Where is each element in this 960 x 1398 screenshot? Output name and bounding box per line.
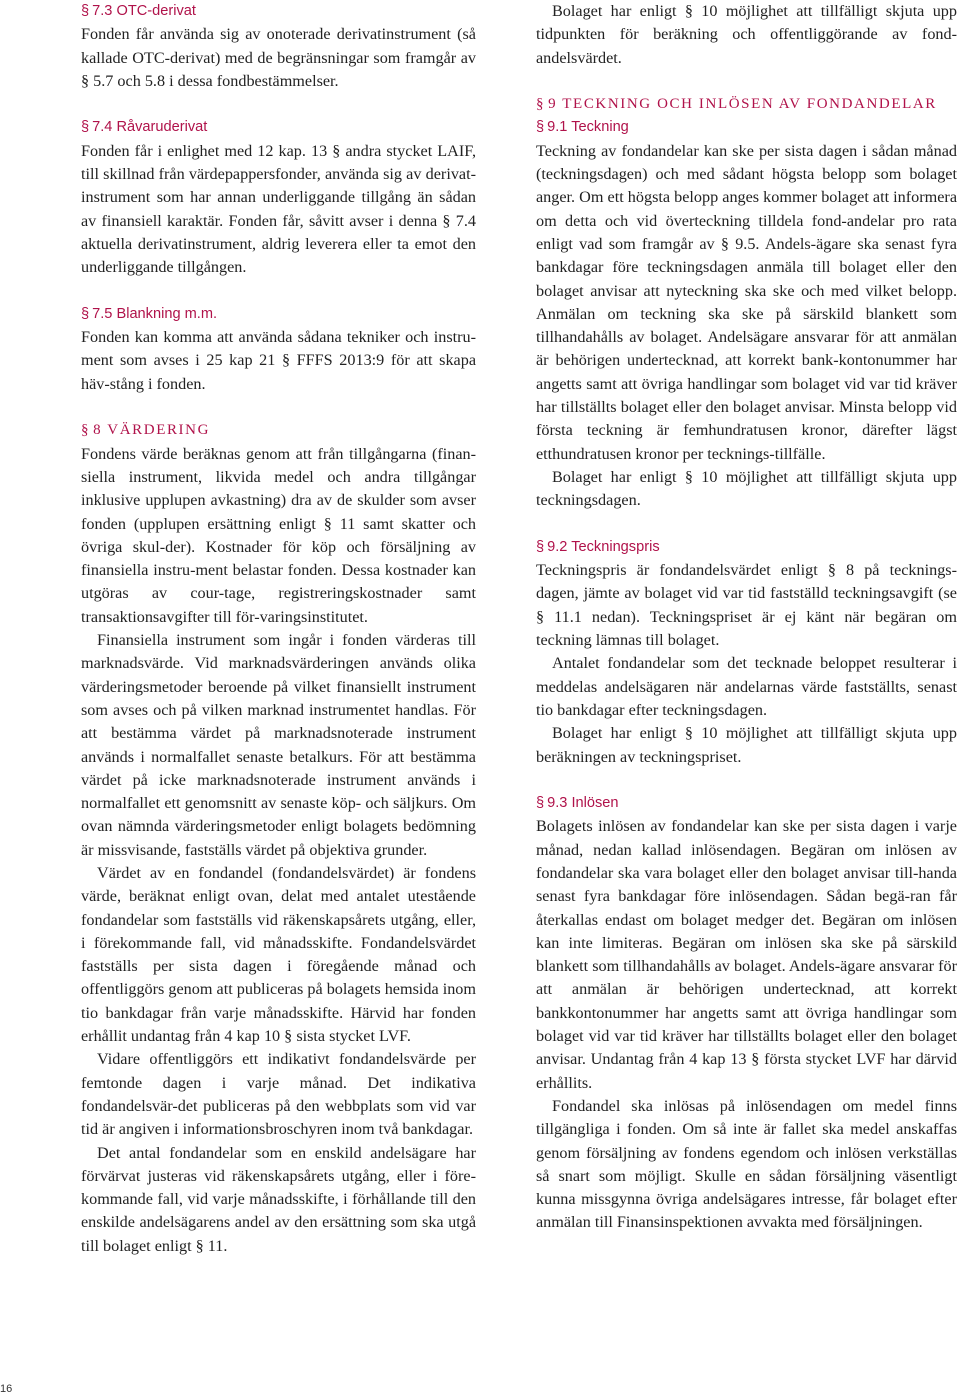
section-sign: §: [81, 119, 90, 136]
section-9-1-title: 9.1 Teckning: [547, 119, 629, 136]
section-9-3-paragraph-1: Bolagets inlösen av fondandelar kan ske per sista dagen i varje månad, nedan kallad inlösendagen. Begäran om inlösen av fondandelar ska vara bolaget eller den bolaget anvisar till-handa senast fyra bankdagar före inlösendagen. Sådan begä-ran får återkallas endast om bolaget medger det. Begäran om inlösen kan inte limiteras. Begäran om inlösen ska ske på särskild blankett som tillhandahålls av bolaget. Andels-ägare ansvarar för att anmälan är behörigen undertecknad, att korrekt bankkontonummer har angetts samt att övriga handlingar som bolaget vid var tid kräver har tillställts bolaget eller den bolaget anvisar. Undantag från 4 kap 13 § första stycket LVF har därvid erhållits.: [536, 817, 957, 1092]
section-7-4-text: Fonden får i enlighet med 12 kap. 13 § andra stycket LAIF, till skillnad från värdepappersfonder, använda sig av derivat-instrument som har annan underliggande tillgång än sådan av finansiell karaktär. Fonden får, såvitt avser i denna § 7.4 aktuella derivatinstrument, aldrig leverera eller ta emot den underliggande tillgången.: [81, 141, 476, 277]
section-7-3-text: Fonden får använda sig av onoterade derivatinstrument (så kallade OTC-derivat) med de begränsningar som framgår av § 5.7 och 5.8 i dessa fondbestämmelser.: [81, 25, 476, 90]
section-8-paragraph-5: Det antal fondandelar som en enskild andelsägare har förvärvat justeras vid räkenskapsårets utgång, eller i före-kommande fall, vid varje månadsskifte, i förhållande till den enskilde andelsägarens andel av den ersättning som ska utgå till bolaget enligt § 11.: [81, 1143, 476, 1255]
section-9-3-title: 9.3 Inlösen: [547, 795, 619, 812]
section-sign: §: [81, 3, 90, 19]
section-9-3-paragraph-2: Fondandel ska inlösas på inlösendagen om medel finns tillgängliga i fonden. Om så inte är fallet ska medel anskaffas genom försäljning av fondens egendom och inlösen verkställas så snart som möjligt. Skulle en sådan försäljning väsentligt kunna missgynna övriga andelsägares intresse, får bolaget efter anmälan till Finansinspektionen avvakta med försäljningen.: [536, 1096, 957, 1232]
section-9-heading: [536, 93, 957, 116]
section-9-2-title: 9.2 Teckningspris: [547, 538, 660, 555]
section-7-5-heading: [81, 303, 476, 326]
section-sign: §: [81, 305, 90, 322]
left-column: [81, 0, 476, 1258]
section-9-2-paragraph-2: Antalet fondandelar som det tecknade beloppet resulterar i meddelas andelsägaren när andelarnas värde fastställts, senast tio bankdagar efter teckningsdagen.: [536, 654, 957, 719]
section-7-4-heading: [81, 116, 476, 139]
section-sign: §: [536, 795, 545, 812]
section-9-2-paragraph-3: Bolaget har enligt § 10 möjlighet att tillfälligt skjuta upp beräkningen av teckningspriset.: [536, 724, 957, 766]
section-9-2-paragraph-1: Teckningspris är fondandelsvärdet enligt § 8 på tecknings-dagen, jämte av bolaget vid var tid fastställd teckningsavgift (se § 11.1 nedan). Teckningspriset är ej känt när begäran om teckning lämnas till bolaget.: [536, 561, 957, 650]
section-7-3-heading: [81, 0, 476, 23]
section-7-3-title: 7.3 OTC-derivat: [92, 3, 196, 19]
section-8-title: 8 VÄRDERING: [93, 422, 211, 439]
section-sign: §: [536, 119, 545, 136]
section-7-5-text: Fonden kan komma att använda sådana tekniker och instru-ment som avses i 25 kap 21 § FFFS 2013:9 för att skapa häv-stång i fonden.: [81, 328, 476, 393]
section-9-2-heading: [536, 536, 957, 559]
section-9-1-paragraph-1: Teckning av fondandelar kan ske per sista dagen i sådan månad (teckningsdagen) och med sådant högsta belopp som bolaget anger. Om ett högsta belopp anges kommer bolaget att informera om detta och vid överteckning tilldela fond-andelar pro rata enligt vad som framgår av § 9.5. Andels-ägare ska senast fyra bankdagar före teckningsdagen anmäla till bolaget eller den bolaget anvisar att nyteckning ska ske och med vilket belopp. Anmälan om teckning ska ske på särskild blankett som tillhandahålls av bolaget. Andelsägare ansvarar för att anmälan är behörigen undertecknad, att korrekt bank-kontonummer har angetts samt att övriga handlingar som bolaget vid var tid kräver har tillställts bolaget eller den bolaget anvisar. Minsta belopp vid första teckning är femhundratusen kronor, därefter lägst etthundratusen kronor per tecknings-tillfälle.: [536, 141, 957, 463]
section-8-paragraph-1: Fondens värde beräknas genom att från tillgångarna (finan-siella instrument, likvida medel och andra tillgångar inklusive upplupen avkastning) dra av de skulder som avser fonden (upplupen ersättning enligt § 11 samt skatter och övriga skul-der). Kostnader för köp och försäljning av finansiella instru-ment belastar fonden. Dessa kostnader kan utgöras av cour-tage, registreringskostnader samt transaktionsavgifter till för-varingsinstitutet.: [81, 444, 476, 626]
section-8-paragraph-4: Vidare offentliggörs ett indikativt fondandelsvärde per femtonde dagen i varje månad. Det indikativa fondandelsvär-det publiceras på den webbplats som vid var tid är angiven i informationsbroschyren inom två bankdagar.: [81, 1050, 476, 1139]
section-sign: §: [536, 538, 545, 555]
page-number: 16: [0, 1383, 13, 1395]
section-8-paragraph-3: Värdet av en fondandel (fondandelsvärdet) är fondens värde, beräknat enligt ovan, delat med antalet utestående fondandelar som fastställs vid räkenskapsårets utgång, eller, i förekommande fall, vid månadsskifte. Fondandelsvärdet fastställs per sista dagen i föregående månad och offentliggörs genom att publiceras på bolagets hemsida inom tio bankdagar från varje månadsskifte. Härvid har fonden erhållit undantag från 4 kap 10 § sista stycket LVF.: [81, 863, 476, 1046]
right-column: [536, 0, 957, 1235]
section-8-heading: [81, 419, 476, 442]
valuation-postpone-text: Bolaget har enligt § 10 möjlighet att tillfälligt skjuta upp tidpunkten för beräkning och offentliggörande av fond-andelsvärdet.: [536, 2, 957, 67]
section-sign: §: [81, 422, 91, 439]
section-9-title: 9 TECKNING OCH INLÖSEN AV FONDANDELAR: [548, 96, 937, 113]
section-sign: §: [536, 96, 546, 113]
section-9-3-heading: [536, 792, 957, 815]
section-7-5-title: 7.5 Blankning m.m.: [92, 305, 218, 322]
section-7-4-title: 7.4 Råvaruderivat: [92, 119, 208, 136]
section-9-1-heading: [536, 116, 957, 139]
section-8-paragraph-2: Finansiella instrument som ingår i fonden värderas till marknadsvärde. Vid marknadsvärderingen används olika värderingsmetoder beroende på vilket finansiellt instrument som avses och på vilken marknad instrumentet handlas. För att bestämma värdet på marknadsnoterade instrument används i normalfallet senaste betalkurs. För att bestämma värdet på icke marknadsnoterade instrument används i normalfallet ett genomsnitt av senaste köp- och säljkurs. Om ovan nämnda värderingsmetoder enligt bolagets bedömning är missvisande, fastställs värdet på objektiva grunder.: [81, 631, 476, 859]
section-9-1-paragraph-2: Bolaget har enligt § 10 möjlighet att tillfälligt skjuta upp teckningsdagen.: [536, 467, 957, 510]
